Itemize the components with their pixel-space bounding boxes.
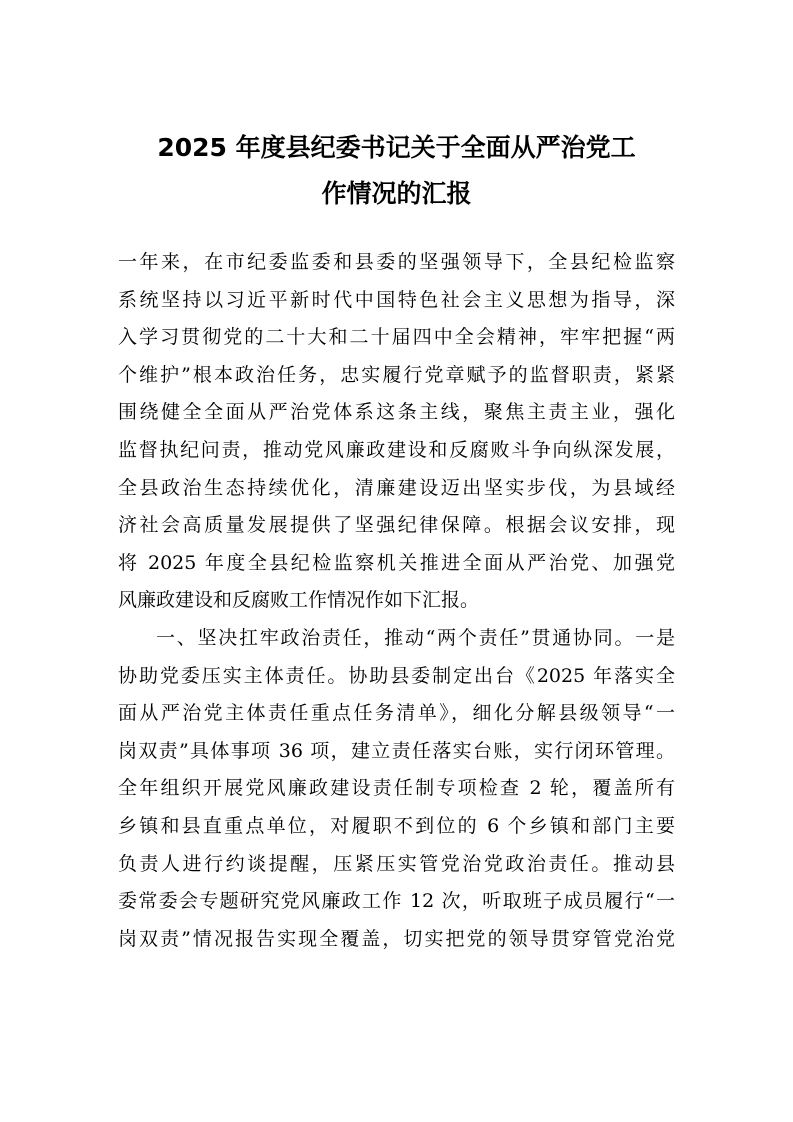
document-title-line-1: 2025 年度县纪委书记关于全面从严治党工 [157,133,636,162]
body-line: 乡镇和县直重点单位，对履职不到位的 6 个乡镇和部门主要 [118,814,675,837]
body-line: 负责人进行约谈提醒，压紧压实管党治党政治责任。推动县 [118,852,675,875]
body-line: 一年来，在市纪委监委和县委的坚强领导下，全县纪检监察 [118,251,675,273]
body-line: 岗双责”具体事项 36 项，建立责任落实台账，实行闭环管理。 [118,739,675,762]
body-line: 围绕健全全面从严治党体系这条主线，聚焦主责主业，强化 [118,401,675,424]
body-line: 系统坚持以习近平新时代中国特色社会主义思想为指导，深 [118,288,675,311]
body-line: 个维护”根本政治任务，忠实履行党章赋予的监督职责，紧紧 [118,363,675,386]
body-line: 岗双责”情况报告实现全覆盖，切实把党的领导贯穿管党治党 [118,927,675,950]
body-line: 协助党委压实主体责任。协助县委制定出台《2025 年落实全 [118,664,675,687]
body-line: 济社会高质量发展提供了坚强纪律保障。根据会议安排，现 [118,514,675,537]
body-line: 入学习贯彻党的二十大和二十届四中全会精神，牢牢把握“两 [118,326,675,349]
section-heading-line: 一、坚决扛牢政治责任，推动“两个责任”贯通协同。一是 [156,626,675,649]
body-line: 全县政治生态持续优化，清廉建设迈出坚实步伐，为县域经 [118,476,675,499]
body-line: 面从严治党主体责任重点任务清单》，细化分解县级领导“一 [118,702,675,725]
body-line: 全年组织开展党风廉政建设责任制专项检查 2 轮，覆盖所有 [118,777,675,800]
body-line: 委常委会专题研究党风廉政工作 12 次，听取班子成员履行“一 [118,890,675,913]
body-line: 风廉政建设和反腐败工作情况作如下汇报。 [118,589,480,612]
body-line: 将 2025 年度全县纪检监察机关推进全面从严治党、加强党 [118,551,675,574]
body-line: 监督执纪问责，推动党风廉政建设和反腐败斗争向纵深发展， [118,438,675,461]
document-title-line-2: 作情况的汇报 [321,179,472,208]
document-body [118,244,675,958]
